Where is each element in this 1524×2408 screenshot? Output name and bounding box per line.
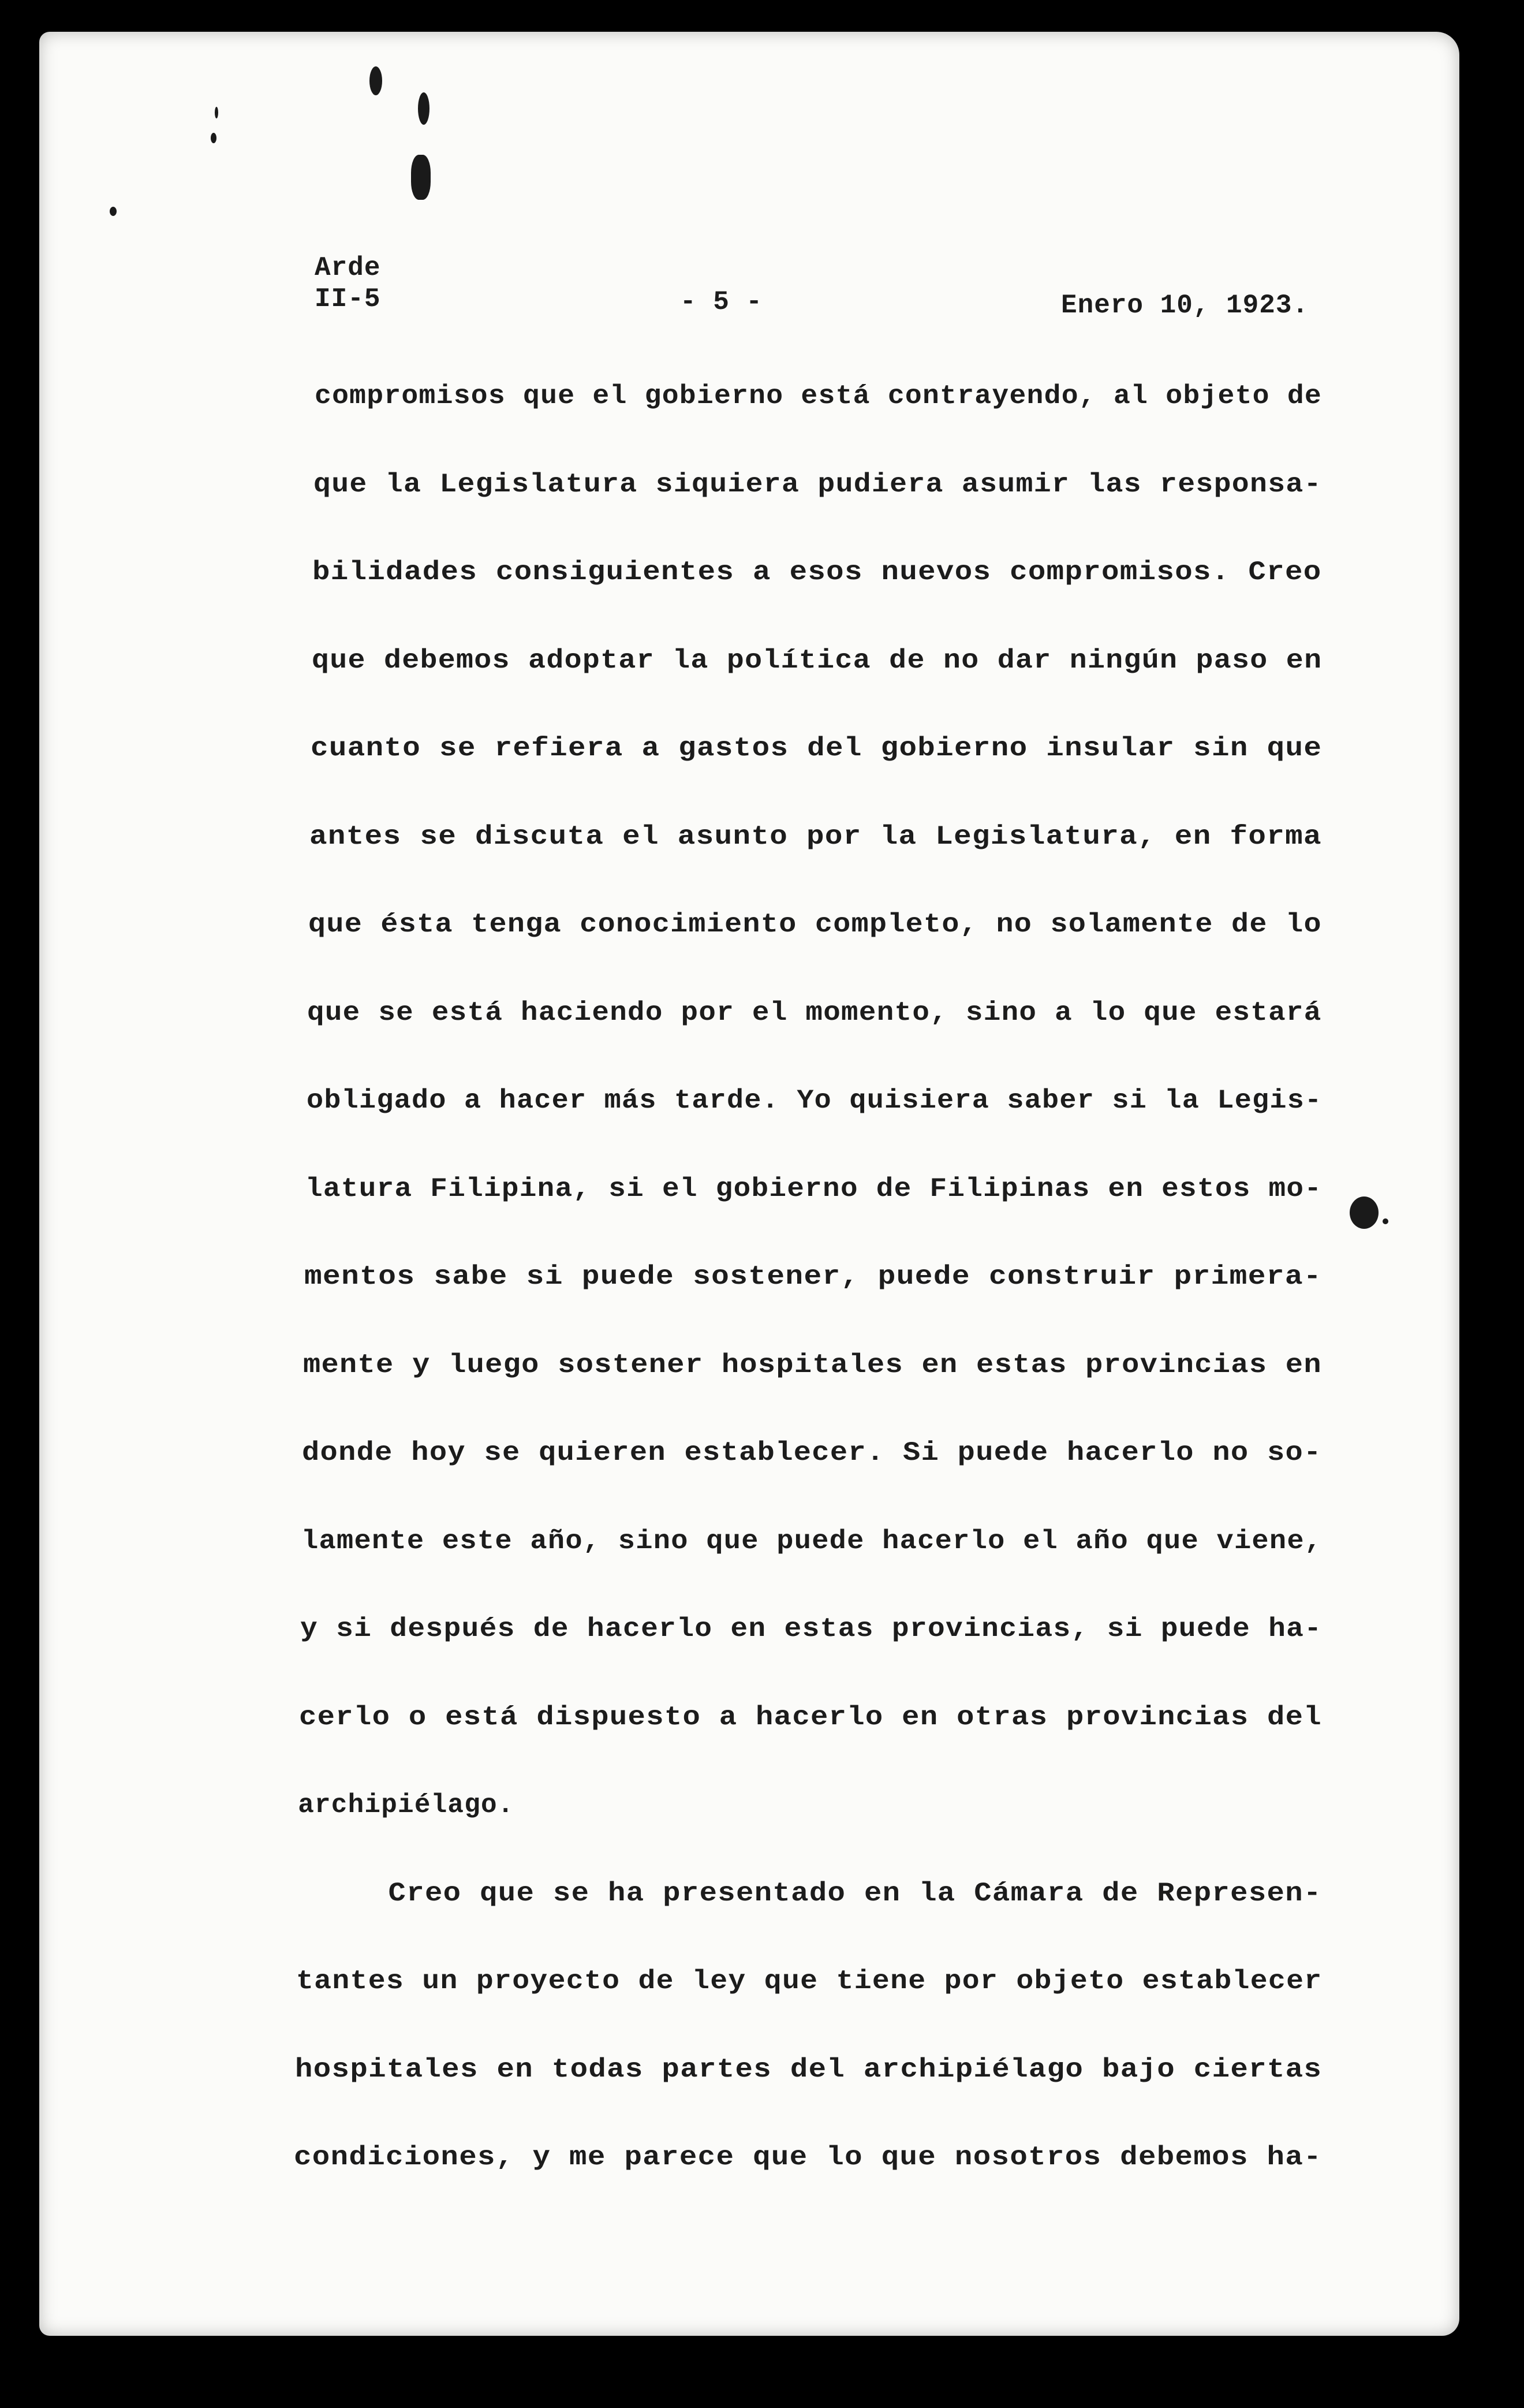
text-line: tantes un proyecto de ley que tiene por objeto establecer (296, 1966, 1323, 1996)
document-date: Enero 10, 1923. (1061, 290, 1309, 320)
header-ref-line2: II-5 (315, 284, 381, 314)
text-line: cuanto se refiera a gastos del gobierno insular sin que (310, 733, 1322, 763)
text-line: archipiélago. (298, 1790, 514, 1820)
text-line: mentos sabe si puede sostener, puede construir primera- (304, 1262, 1322, 1292)
text-line: que se está haciendo por el momento, sino a lo que estará (307, 997, 1323, 1028)
text-line: que debemos adoptar la política de no dar ningún paso en (311, 645, 1322, 676)
text-line: mente y luego sostener hospitales en estas provincias en (303, 1350, 1323, 1380)
text-line: bilidades consiguientes a esos nuevos compromisos. Creo (312, 557, 1322, 587)
text-line: compromisos que el gobierno está contrayendo, al objeto de (315, 381, 1323, 411)
text-line: lamente este año, sino que puede hacerlo el año que viene, (301, 1526, 1322, 1556)
text-line: Creo que se ha presentado en la Cámara de Represen- (297, 1878, 1323, 1908)
text-line: condiciones, y me parece que lo que nosotros debemos ha- (294, 2142, 1322, 2172)
text-line: cerlo o está dispuesto a hacerlo en otras provincias del (299, 1702, 1322, 1732)
text-line: que la Legislatura siquiera pudiera asumir las responsa- (313, 469, 1322, 500)
text-line: que ésta tenga conocimiento completo, no solamente de lo (308, 909, 1323, 940)
text-line: latura Filipina, si el gobierno de Filipinas en estos mo- (305, 1173, 1323, 1204)
text-line: hospitales en todas partes del archipiélago bajo ciertas (294, 2054, 1323, 2085)
header-ref-line1: Arde (315, 253, 381, 283)
page-number: - 5 - (680, 287, 763, 317)
text-line: obligado a hacer más tarde. Yo quisiera saber si la Legis- (306, 1086, 1322, 1116)
text-line: y si después de hacerlo en estas provincias, si puede ha- (300, 1614, 1323, 1644)
text-line: antes se discuta el asunto por la Legislatura, en forma (309, 821, 1322, 852)
text-line: donde hoy se quieren establecer. Si puede hacerlo no so- (302, 1438, 1323, 1468)
